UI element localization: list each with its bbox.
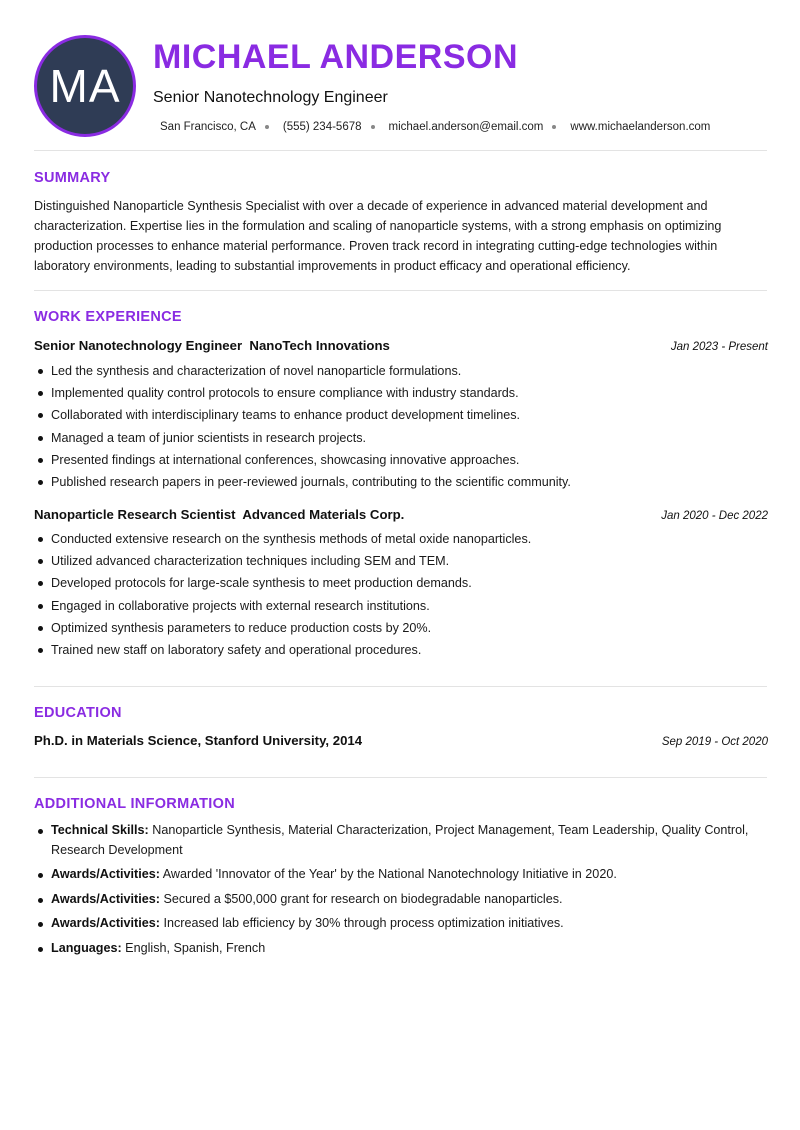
separator-dot <box>552 125 556 129</box>
experience-heading: WORK EXPERIENCE <box>34 309 182 325</box>
list-item: Developed protocols for large-scale synthesis to meet production demands. <box>34 572 768 594</box>
job-bullets <box>34 528 768 661</box>
item-label: Languages: <box>51 940 122 955</box>
list-item: Led the synthesis and characterization of novel nanoparticle formulations. <box>34 360 768 382</box>
list-item: Conducted extensive research on the synthesis methods of metal oxide nanoparticles. <box>34 528 768 550</box>
list-item <box>34 939 768 959</box>
separator-dot <box>371 125 375 129</box>
job-date: Jan 2020 - Dec 2022 <box>661 510 768 522</box>
item-label: Technical Skills: <box>51 823 149 837</box>
list-item: Managed a team of junior scientists in research projects. <box>34 427 768 449</box>
item-text: Increased lab efficiency by 30% through process optimization initiatives. <box>159 916 564 930</box>
section-divider <box>34 150 767 151</box>
separator-dot <box>265 125 269 129</box>
section-divider <box>34 777 767 778</box>
list-item: Published research papers in peer-reviewed journals, contributing to the scientific community. <box>34 471 768 493</box>
contact-website[interactable]: www.michaelanderson.com <box>570 121 711 133</box>
item-text: English, Spanish, French <box>121 940 266 955</box>
resume-header <box>0 0 800 150</box>
education-degree: Ph.D. in Materials Science, Stanford University, 2014 <box>34 733 363 748</box>
contact-location: San Francisco, CA <box>160 121 256 133</box>
job-title: Nanoparticle Research Scientist Advanced Materials Corp. <box>34 507 405 522</box>
list-item: Optimized synthesis parameters to reduce production costs by 20%. <box>34 617 768 639</box>
job-title: Senior Nanotechnology Engineer NanoTech Innovations <box>34 338 390 353</box>
additional-heading: ADDITIONAL INFORMATION <box>34 796 235 812</box>
list-item: Engaged in collaborative projects with external research institutions. <box>34 595 768 617</box>
list-item <box>34 890 768 910</box>
section-divider <box>34 290 767 291</box>
job-header <box>34 338 768 353</box>
item-label: Awards/Activities: <box>51 916 160 930</box>
item-text: Awarded 'Innovator of the Year' by the National Nanotechnology Initiative in 2020. <box>159 867 617 881</box>
avatar-initials: MA <box>49 60 121 112</box>
item-label: Awards/Activities: <box>51 867 160 881</box>
job-header <box>34 507 768 522</box>
list-item: Utilized advanced characterization techniques including SEM and TEM. <box>34 550 768 572</box>
list-item: Trained new staff on laboratory safety and operational procedures. <box>34 639 768 661</box>
list-item <box>34 914 768 934</box>
list-item <box>34 821 768 860</box>
list-item: Implemented quality control protocols to ensure compliance with industry standards. <box>34 382 768 404</box>
list-item: Presented findings at international conferences, showcasing innovative approaches. <box>34 449 768 471</box>
list-item: Collaborated with interdisciplinary teams to enhance product development timelines. <box>34 404 768 426</box>
item-label: Awards/Activities: <box>51 891 160 906</box>
avatar <box>34 35 136 137</box>
job-date: Jan 2023 - Present <box>670 341 768 353</box>
item-text: Secured a $500,000 grant for research on biodegradable nanoparticles. <box>159 891 563 906</box>
summary-heading: SUMMARY <box>34 170 111 186</box>
job-bullets <box>34 360 768 493</box>
contact-line <box>160 121 710 133</box>
summary-text: Distinguished Nanoparticle Synthesis Specialist with over a decade of experience in advanced material development and characterization. Expertise lies in the formulation and scaling of nanoparticle systems, with a strong emphasis on optimizing production processes to enhance material performance. Proven track record in integrating cutting-edge technologies within laboratory environments, leading to substantial improvements in product efficacy and operational efficiency. <box>34 199 722 273</box>
candidate-name: MICHAEL ANDERSON <box>153 38 519 76</box>
education-date: Sep 2019 - Oct 2020 <box>661 736 768 748</box>
item-text: Nanoparticle Synthesis, Material Characterization, Project Management, Team Leadership, Quality Control, Research Development <box>51 823 749 857</box>
contact-phone: (555) 234-5678 <box>282 121 362 133</box>
education-heading: EDUCATION <box>34 705 122 721</box>
contact-email[interactable]: michael.anderson@email.com <box>388 121 544 133</box>
list-item <box>34 865 768 885</box>
section-divider <box>34 686 767 687</box>
additional-list <box>34 821 768 963</box>
candidate-title: Senior Nanotechnology Engineer <box>153 89 388 106</box>
education-entry <box>34 733 768 748</box>
